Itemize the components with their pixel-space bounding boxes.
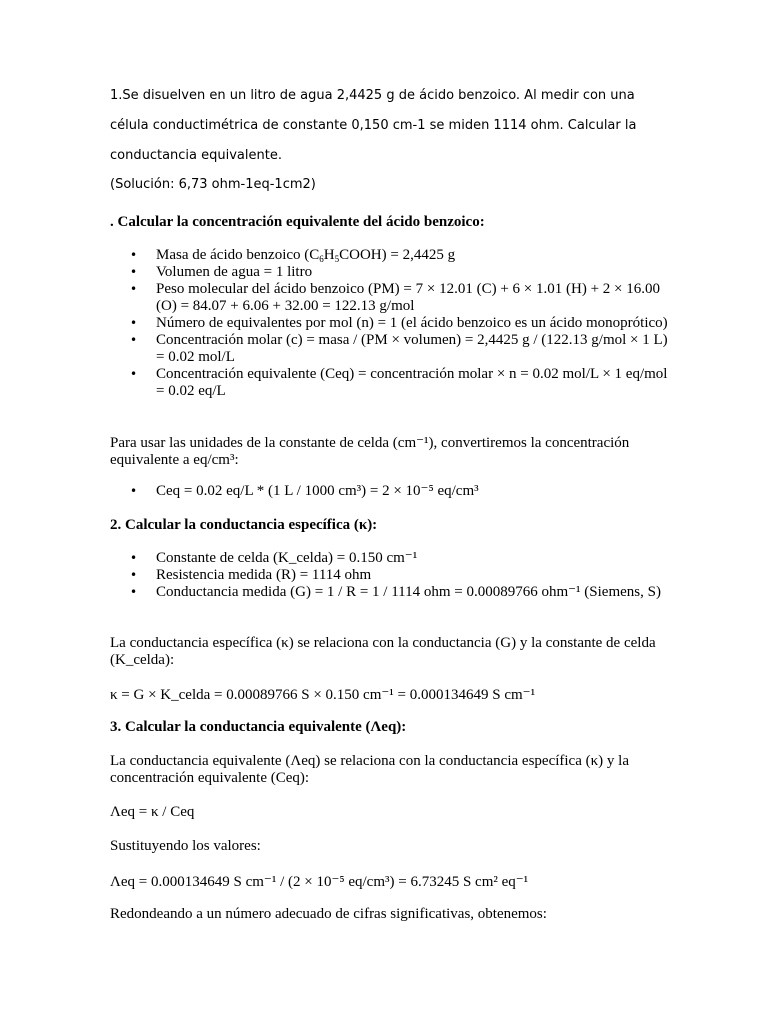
problem-solution: (Solución: 6,73 ohm-1eq-1cm2) — [110, 177, 316, 192]
problem-statement: 1.Se disuelven en un litro de agua 2,4425 g de ácido benzoico. Al medir con una célula conductimétrica de constante 0,150 cm-1 se miden 1114 ohm. Calcular la conductancia equivalente. — [110, 88, 637, 163]
list-item: • Resistencia medida (R) = 1114 ohm — [110, 567, 670, 584]
section-2-heading: 2. Calcular la conductancia específica (κ): — [110, 517, 378, 533]
list-item: • Masa de ácido benzoico $(C_6H_5COOH) = 2,4425$ g — [110, 247, 670, 264]
conversion-list — [110, 483, 670, 500]
list-item: • Constante de celda (K_celda) = 0.150 cm⁻¹ — [110, 550, 670, 567]
section-2-list — [110, 550, 670, 601]
conductance-relation: La conductancia específica (κ) se relaciona con la conductancia (G) y la constante de celda (K_celda): — [110, 635, 656, 668]
list-item: • Número de equivalentes por mol (n) = 1 (el ácido benzoico es un ácido monoprótico) — [110, 315, 670, 332]
list-item: • Ceq = 0.02 eq/L * (1 L / 1000 cm³) = 2 × 10⁻⁵ eq/cm³ — [110, 483, 670, 500]
list-item: • Peso molecular del ácido benzoico (PM) = 7 × 12.01 (C) + 6 × 1.01 (H) + 2 × 16.00 (O) = 84.07 + 6.06 + 32.00 = 122.13 g/mol — [110, 281, 670, 315]
list-item: • Volumen de agua = 1 litro — [110, 264, 670, 281]
substitute-text: Sustituyendo los valores: — [110, 838, 261, 854]
conductance-formula: κ = G × K_celda = 0.00089766 S × 0.150 cm⁻¹ = 0.000134649 S cm⁻¹ — [110, 687, 536, 703]
units-paragraph: Para usar las unidades de la constante de celda (cm⁻¹), convertiremos la concentración equivalente a eq/cm³: — [110, 435, 630, 468]
equivalent-formula: Λeq = κ / Ceq — [110, 804, 195, 820]
list-item: • Concentración equivalente (Ceq) = concentración molar × n = 0.02 mol/L × 1 eq/mol = 0.02 eq/L — [110, 366, 670, 400]
result-formula: Λeq = 0.000134649 S cm⁻¹ / (2 × 10⁻⁵ eq/cm³) = 6.73245 S cm² eq⁻¹ — [110, 874, 529, 890]
equivalent-relation: La conductancia equivalente (Λeq) se relaciona con la conductancia específica (κ) y la concentración equivalente (Ceq): — [110, 753, 629, 786]
list-item: • Concentración molar (c) = masa / (PM × volumen) = 2,4425 g / (122.13 g/mol × 1 L) = 0.02 mol/L — [110, 332, 670, 366]
section-1-heading: . Calcular la concentración equivalente del ácido benzoico: — [110, 214, 485, 230]
section-1-list — [110, 247, 670, 400]
list-item: • Conductancia medida (G) = 1 / R = 1 / 1114 ohm = 0.00089766 ohm⁻¹ (Siemens, S) — [110, 584, 670, 601]
section-3-heading: 3. Calcular la conductancia equivalente (Λeq): — [110, 719, 407, 735]
rounding-text: Redondeando a un número adecuado de cifras significativas, obtenemos: — [110, 906, 547, 922]
